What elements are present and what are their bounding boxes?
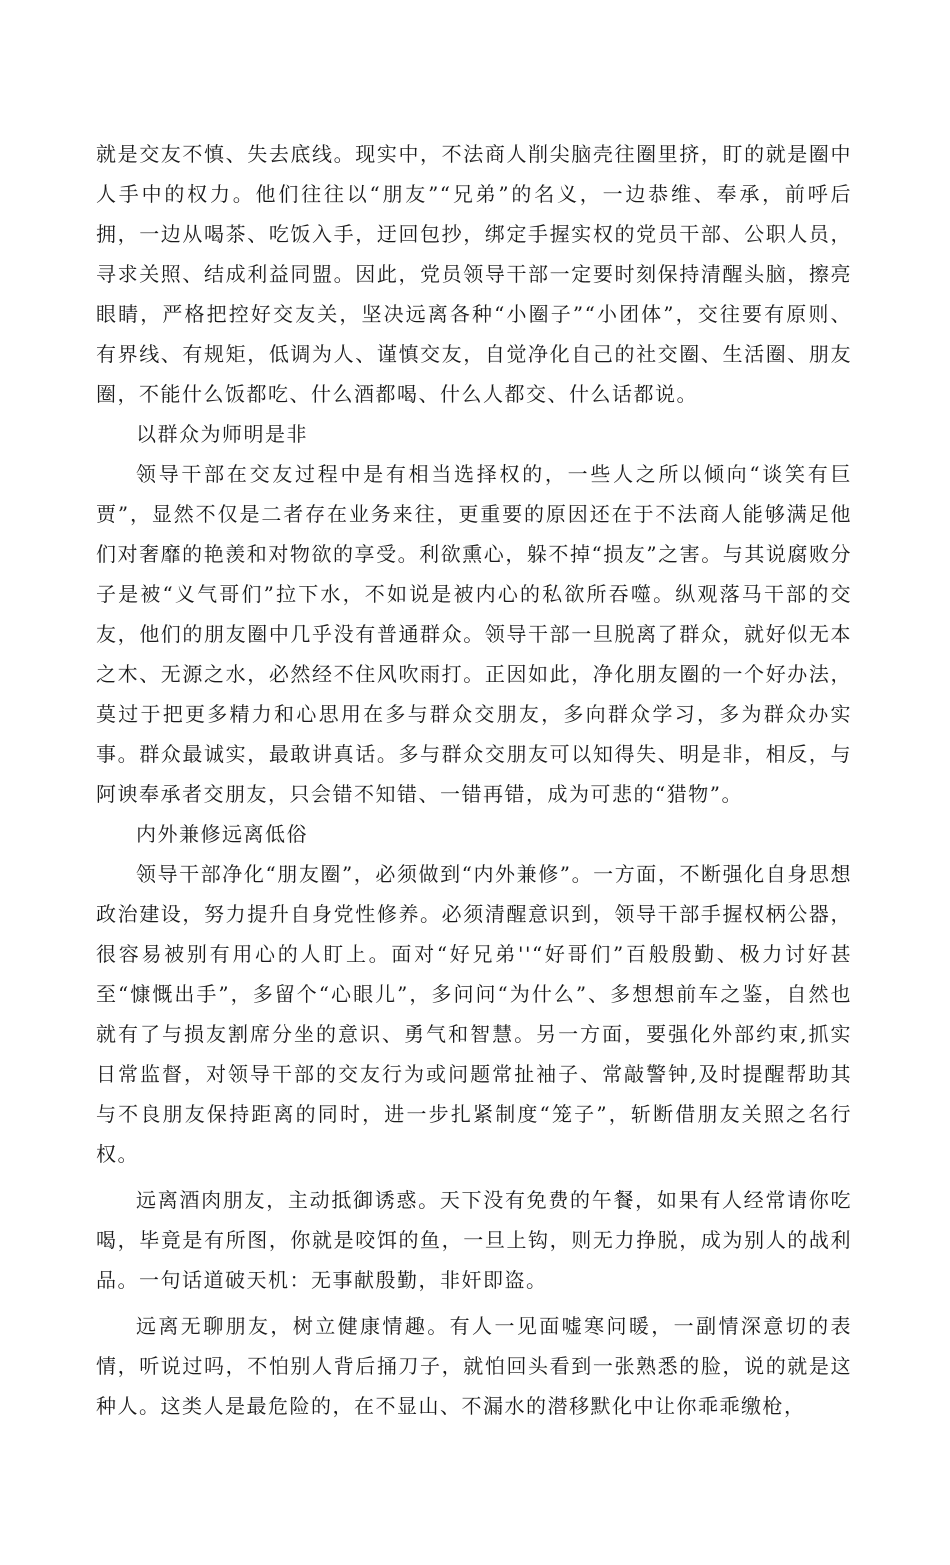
paragraph-learn-from-masses: 领导干部在交友过程中是有相当选择权的，一些人之所以倾向“谈笑有巨贾”，显然不仅是二者存在业务来往，更重要的原因还在于不法商人能够满足他们对奢靡的艳羡和对物欲的享受。利欲熏心，躲不掉“损友”之害。与其说腐败分子是被“义气哥们”拉下水，不如说是被内心的私欲所吞噬。纵观落马干部的交友，他们的朋友圈中几乎没有普通群众。领导干部一旦脱离了群众，就好似无本之木、无源之水，必然经不住风吹雨打。正因如此，净化朋友圈的一个好办法，莫过于把更多精力和心思用在多与群众交朋友，多向群众学习，多为群众办实事。群众最诚实，最敢讲真话。多与群众交朋友可以知得失、明是非，相反，与阿谀奉承者交朋友，只会错不知错、一错再错，成为可悲的“猎物”。 [96,462,852,806]
paragraph-intro: 就是交友不慎、失去底线。现实中，不法商人削尖脑壳往圈里挤，盯的就是圈中人手中的权力。他们往往以“朋友”“兄弟”的名义，一边恭维、奉承，前呼后拥，一边从喝茶、吃饭入手，迂回包抄，绑定手握实权的党员干部、公职人员，寻求关照、结成利益同盟。因此，党员领导干部一定要时刻保持清醒头脑，擦亮眼睛，严格把控好交友关，坚决远离各种“小圈子”“小团体”，交往要有原则、有界线、有规矩，低调为人、谨慎交友，自觉净化自己的社交圈、生活圈、朋友圈，不能什么饭都吃、什么酒都喝、什么人都交、什么话都说。 [96,142,852,406]
paragraph-avoid-idle-friends: 远离无聊朋友，树立健康情趣。有人一见面嘘寒问暖，一副情深意切的表情，听说过吗，不怕别人背后捅刀子，就怕回头看到一张熟悉的脸，说的就是这种人。这类人是最危险的，在不显山、不漏水的潜移默化中让你乖乖缴枪， [96,1314,852,1418]
document-page [96,134,852,1426]
paragraph-inner-outer-cultivation: 领导干部净化“朋友圈”，必须做到“内外兼修”。一方面，不断强化自身思想政治建设，努力提升自身党性修养。必须清醒意识到，领导干部手握权柄公器，很容易被别有用心的人盯上。面对“好兄弟''“好哥们”百般殷勤、极力讨好甚至“慷慨出手”，多留个“心眼儿”，多问问“为什么”、多想想前车之鉴，自然也就有了与损友割席分坐的意识、勇气和智慧。另一方面，要强化外部约束,抓实日常监督，对领导干部的交友行为或问题常扯袖子、常敲警钟,及时提醒帮助其与不良朋友保持距离的同时，进一步扎紧制度“笼子”，斩断借朋友关照之名行权。 [96,862,852,1166]
subheading-inner-outer-cultivation: 内外兼修远离低俗 [136,822,308,846]
subheading-learn-from-masses: 以群众为师明是非 [136,422,308,446]
paragraph-avoid-drinking-friends: 远离酒肉朋友，主动抵御诱惑。天下没有免费的午餐，如果有人经常请你吃喝，毕竟是有所图，你就是咬饵的鱼，一旦上钩，则无力挣脱，成为别人的战利品。一句话道破天机：无事献殷勤，非奸即盗。 [96,1188,852,1292]
